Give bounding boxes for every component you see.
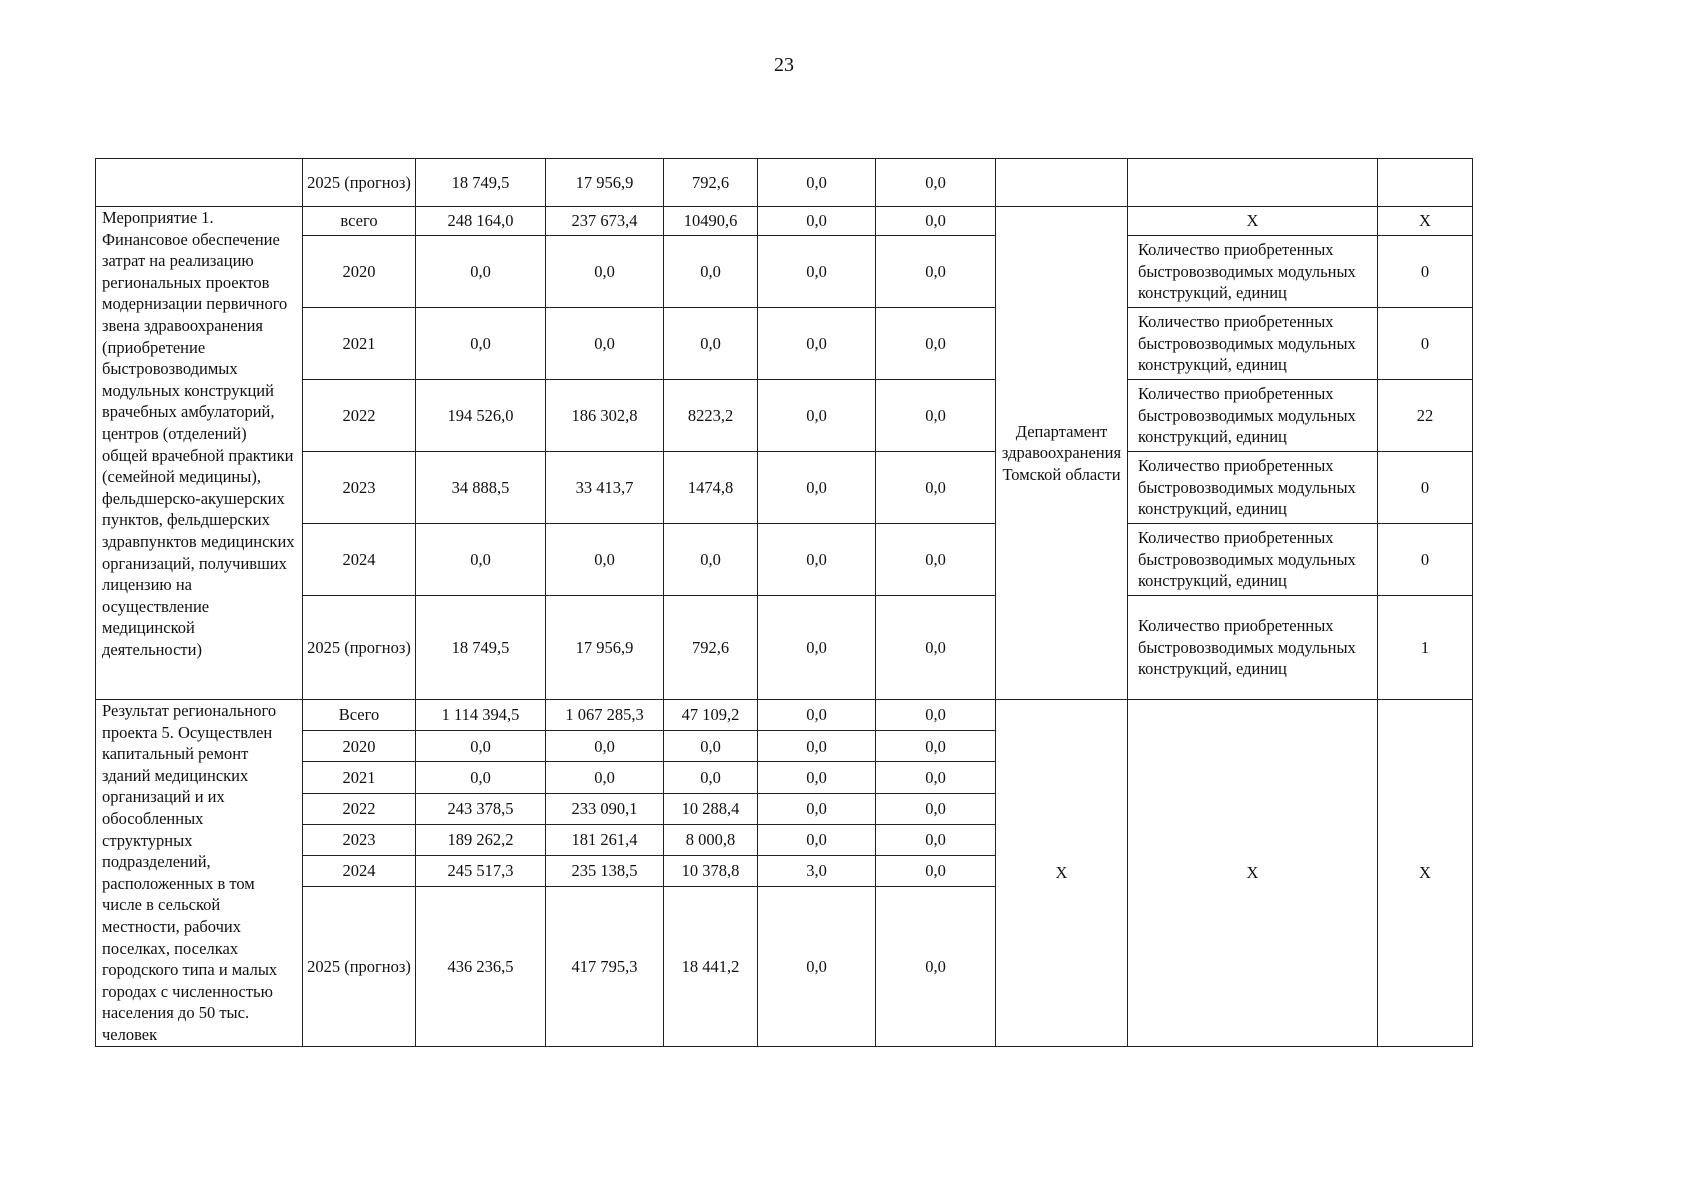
federal-cell: 235 138,5 bbox=[546, 856, 664, 887]
extra-cell: 0,0 bbox=[876, 207, 996, 236]
indicator-value: 0 bbox=[1378, 452, 1473, 524]
indicator-cell: X bbox=[1128, 207, 1378, 236]
total-cell: 0,0 bbox=[416, 308, 546, 380]
federal-cell: 1 067 285,3 bbox=[546, 700, 664, 731]
regional-cell: 1474,8 bbox=[664, 452, 758, 524]
regional-cell: 0,0 bbox=[664, 236, 758, 308]
executor-cell: Департамент здравоохранения Томской области bbox=[996, 207, 1128, 700]
indicator-value: X bbox=[1378, 700, 1473, 1047]
result-description: Результат регионального проекта 5. Осуществлен капитальный ремонт зданий медицинских организаций и их обособленных структурных подразделений, расположенных в том числе в сельской местности, рабочих поселках, поселках городского типа и малых городах с численностью населения до 50 тыс. человек bbox=[96, 700, 303, 1047]
empty-cell bbox=[1128, 159, 1378, 207]
year-cell: 2025 (прогноз) bbox=[303, 159, 416, 207]
extra-cell: 0,0 bbox=[876, 856, 996, 887]
local-cell: 0,0 bbox=[758, 308, 876, 380]
indicator-value: 0 bbox=[1378, 524, 1473, 596]
indicator-cell: Количество приобретенных быстровозводимых модульных конструкций, единиц bbox=[1128, 308, 1378, 380]
year-cell: 2023 bbox=[303, 452, 416, 524]
extra-cell: 0,0 bbox=[876, 380, 996, 452]
total-cell: 0,0 bbox=[416, 236, 546, 308]
year-cell: Всего bbox=[303, 700, 416, 731]
extra-cell: 0,0 bbox=[876, 887, 996, 1046]
federal-cell: 0,0 bbox=[546, 524, 664, 596]
local-cell: 0,0 bbox=[758, 731, 876, 762]
federal-cell: 17 956,9 bbox=[546, 159, 664, 207]
regional-cell: 792,6 bbox=[664, 596, 758, 700]
federal-cell: 417 795,3 bbox=[546, 887, 664, 1046]
local-cell: 0,0 bbox=[758, 762, 876, 793]
total-cell: 243 378,5 bbox=[416, 793, 546, 824]
measure-description: Мероприятие 1. Финансовое обеспечение затрат на реализацию региональных проектов модернизации первичного звена здравоохранения (приобретение быстровозводимых модульных конструкций врачебных амбулаторий, центров (отделений) общей врачебной практики (семейной медицины), фельдшерско-акушерских пунктов, фельдшерских здравпунктов медицинских организаций, получивших лицензию на осуществление медицинской деятельности) bbox=[96, 207, 303, 700]
total-cell: 248 164,0 bbox=[416, 207, 546, 236]
year-cell: 2021 bbox=[303, 308, 416, 380]
local-cell: 0,0 bbox=[758, 380, 876, 452]
indicator-cell: Количество приобретенных быстровозводимых модульных конструкций, единиц bbox=[1128, 596, 1378, 700]
extra-cell: 0,0 bbox=[876, 524, 996, 596]
year-cell: 2025 (прогноз) bbox=[303, 596, 416, 700]
local-cell: 0,0 bbox=[758, 596, 876, 700]
regional-cell: 18 441,2 bbox=[664, 887, 758, 1046]
table-row bbox=[96, 452, 1473, 524]
empty-cell bbox=[1378, 159, 1473, 207]
total-cell: 0,0 bbox=[416, 762, 546, 793]
year-cell: 2021 bbox=[303, 762, 416, 793]
total-cell: 245 517,3 bbox=[416, 856, 546, 887]
table-row bbox=[96, 236, 1473, 308]
total-cell: 0,0 bbox=[416, 524, 546, 596]
total-cell: 0,0 bbox=[416, 731, 546, 762]
indicator-cell: X bbox=[1128, 700, 1378, 1047]
indicator-value: 1 bbox=[1378, 596, 1473, 700]
federal-cell: 237 673,4 bbox=[546, 207, 664, 236]
regional-cell: 8223,2 bbox=[664, 380, 758, 452]
indicator-cell: Количество приобретенных быстровозводимых модульных конструкций, единиц bbox=[1128, 380, 1378, 452]
year-cell: 2022 bbox=[303, 380, 416, 452]
regional-cell: 47 109,2 bbox=[664, 700, 758, 731]
table-row bbox=[96, 524, 1473, 596]
local-cell: 0,0 bbox=[758, 452, 876, 524]
extra-cell: 0,0 bbox=[876, 700, 996, 731]
total-cell: 18 749,5 bbox=[416, 159, 546, 207]
local-cell: 0,0 bbox=[758, 793, 876, 824]
local-cell: 0,0 bbox=[758, 236, 876, 308]
empty-cell bbox=[996, 159, 1128, 207]
federal-cell: 0,0 bbox=[546, 762, 664, 793]
federal-cell: 181 261,4 bbox=[546, 824, 664, 855]
federal-cell: 0,0 bbox=[546, 308, 664, 380]
extra-cell: 0,0 bbox=[876, 308, 996, 380]
total-cell: 194 526,0 bbox=[416, 380, 546, 452]
total-cell: 436 236,5 bbox=[416, 887, 546, 1046]
page-number: 23 bbox=[774, 54, 794, 76]
year-cell: 2024 bbox=[303, 856, 416, 887]
local-cell: 0,0 bbox=[758, 700, 876, 731]
indicator-cell: Количество приобретенных быстровозводимых модульных конструкций, единиц bbox=[1128, 452, 1378, 524]
federal-cell: 33 413,7 bbox=[546, 452, 664, 524]
table-row bbox=[96, 207, 1473, 236]
table-row bbox=[96, 596, 1473, 700]
local-cell: 3,0 bbox=[758, 856, 876, 887]
local-cell: 0,0 bbox=[758, 524, 876, 596]
regional-cell: 8 000,8 bbox=[664, 824, 758, 855]
local-cell: 0,0 bbox=[758, 824, 876, 855]
regional-cell: 10 288,4 bbox=[664, 793, 758, 824]
federal-cell: 0,0 bbox=[546, 731, 664, 762]
extra-cell: 0,0 bbox=[876, 452, 996, 524]
total-cell: 189 262,2 bbox=[416, 824, 546, 855]
total-cell: 34 888,5 bbox=[416, 452, 546, 524]
local-cell: 0,0 bbox=[758, 887, 876, 1046]
regional-cell: 0,0 bbox=[664, 524, 758, 596]
table-row bbox=[96, 159, 1473, 207]
regional-cell: 792,6 bbox=[664, 159, 758, 207]
table-row bbox=[96, 380, 1473, 452]
local-cell: 0,0 bbox=[758, 159, 876, 207]
extra-cell: 0,0 bbox=[876, 793, 996, 824]
regional-cell: 10490,6 bbox=[664, 207, 758, 236]
year-cell: 2020 bbox=[303, 731, 416, 762]
extra-cell: 0,0 bbox=[876, 731, 996, 762]
table-row bbox=[96, 308, 1473, 380]
local-cell: 0,0 bbox=[758, 207, 876, 236]
empty-cell bbox=[96, 159, 303, 207]
federal-cell: 0,0 bbox=[546, 236, 664, 308]
executor-cell: X bbox=[996, 700, 1128, 1047]
year-cell: 2023 bbox=[303, 824, 416, 855]
federal-cell: 186 302,8 bbox=[546, 380, 664, 452]
indicator-value: X bbox=[1378, 207, 1473, 236]
indicator-value: 0 bbox=[1378, 308, 1473, 380]
indicator-value: 0 bbox=[1378, 236, 1473, 308]
total-cell: 18 749,5 bbox=[416, 596, 546, 700]
regional-cell: 0,0 bbox=[664, 762, 758, 793]
indicator-cell: Количество приобретенных быстровозводимых модульных конструкций, единиц bbox=[1128, 236, 1378, 308]
table-row bbox=[96, 700, 1473, 731]
indicator-cell: Количество приобретенных быстровозводимых модульных конструкций, единиц bbox=[1128, 524, 1378, 596]
total-cell: 1 114 394,5 bbox=[416, 700, 546, 731]
year-cell: 2020 bbox=[303, 236, 416, 308]
program-table bbox=[95, 158, 1473, 1047]
regional-cell: 0,0 bbox=[664, 308, 758, 380]
year-cell: 2022 bbox=[303, 793, 416, 824]
indicator-value: 22 bbox=[1378, 380, 1473, 452]
extra-cell: 0,0 bbox=[876, 159, 996, 207]
year-cell: всего bbox=[303, 207, 416, 236]
extra-cell: 0,0 bbox=[876, 762, 996, 793]
regional-cell: 10 378,8 bbox=[664, 856, 758, 887]
extra-cell: 0,0 bbox=[876, 236, 996, 308]
year-cell: 2024 bbox=[303, 524, 416, 596]
extra-cell: 0,0 bbox=[876, 596, 996, 700]
federal-cell: 233 090,1 bbox=[546, 793, 664, 824]
federal-cell: 17 956,9 bbox=[546, 596, 664, 700]
regional-cell: 0,0 bbox=[664, 731, 758, 762]
year-cell: 2025 (прогноз) bbox=[303, 887, 416, 1046]
extra-cell: 0,0 bbox=[876, 824, 996, 855]
